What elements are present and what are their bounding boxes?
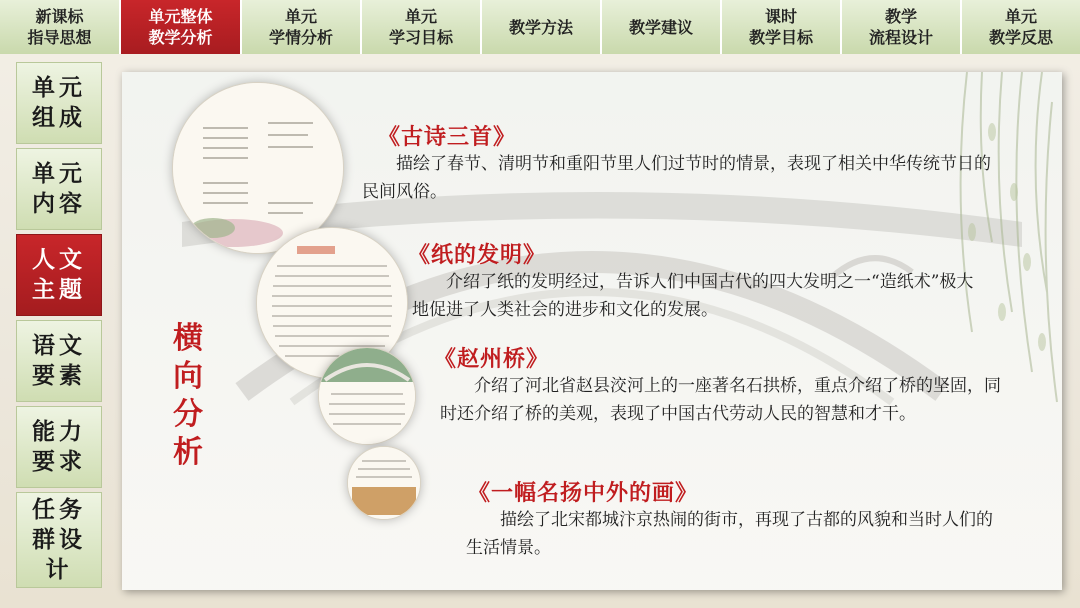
side-item-task-group-design[interactable]: 任务 群设 计 xyxy=(16,492,102,588)
tab-guiding-thought[interactable]: 新课标 指导思想 xyxy=(0,0,121,54)
tab-learning-goals[interactable]: 单元 学习目标 xyxy=(362,0,482,54)
tab-unit-analysis[interactable]: 单元整体 教学分析 xyxy=(121,0,242,54)
side-item-unit-composition[interactable]: 单元 组成 xyxy=(16,62,102,144)
side-item-humanistic-theme[interactable]: 人文 主题 xyxy=(16,234,102,316)
tab-lesson-goals[interactable]: 课时 教学目标 xyxy=(722,0,842,54)
textbook-thumbnail-famous-painting xyxy=(347,446,421,520)
lesson-title-famous-painting: 《一幅名扬中外的画》 xyxy=(468,480,699,506)
vertical-heading: 横 向 分 析 xyxy=(173,321,203,470)
side-item-unit-content[interactable]: 单元 内容 xyxy=(16,148,102,230)
textbook-thumbnail-zhaozhou-bridge xyxy=(318,347,416,445)
lesson-title-paper-invention: 《纸的发明》 xyxy=(408,242,547,268)
lesson-desc-ancient-poems: 描绘了春节、清明节和重阳节里人们过节时的情景，表现了相关中华传统节日的民间风俗。 xyxy=(362,154,991,202)
tab-process-design[interactable]: 教学 流程设计 xyxy=(842,0,962,54)
lesson-desc-zhaozhou-bridge: 介绍了河北省赵县洨河上的一座著名石拱桥，重点介绍了桥的坚固，同时还介绍了桥的美观，表现了中国古代劳动人民的智慧和才干。 xyxy=(440,376,1001,424)
side-item-ability-requirements[interactable]: 能力 要求 xyxy=(16,406,102,488)
tab-learner-analysis[interactable]: 单元 学情分析 xyxy=(242,0,362,54)
lesson-desc-paper-invention: 介绍了纸的发明经过，告诉人们中国古代的四大发明之一“造纸术”极大地促进了人类社会的进步和文化的发展。 xyxy=(412,272,974,320)
top-nav xyxy=(0,0,1080,54)
tab-teaching-methods[interactable]: 教学方法 xyxy=(482,0,602,54)
side-item-language-elements[interactable]: 语文 要素 xyxy=(16,320,102,402)
side-nav xyxy=(16,62,102,592)
content-panel xyxy=(122,72,1062,590)
lesson-title-zhaozhou-bridge: 《赵州桥》 xyxy=(434,346,550,372)
tab-reflection[interactable]: 单元 教学反思 xyxy=(962,0,1080,54)
lesson-title-ancient-poems: 《古诗三首》 xyxy=(378,124,517,150)
lesson-desc-famous-painting: 描绘了北宋都城汴京热闹的街市，再现了古都的风貌和当时人们的生活情景。 xyxy=(466,510,993,558)
tab-teaching-suggestions[interactable]: 教学建议 xyxy=(602,0,722,54)
